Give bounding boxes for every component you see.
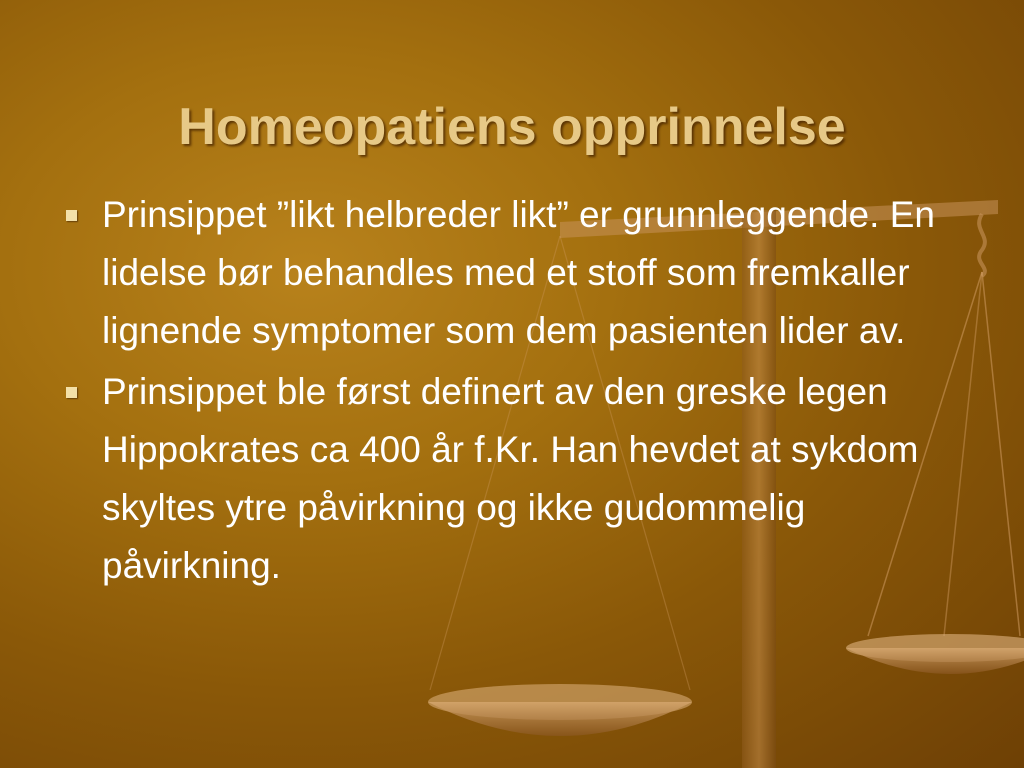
scale-hook-right (979, 214, 985, 276)
bullet-item (60, 186, 960, 360)
slide-title: Homeopatiens opprinnelse (178, 97, 846, 156)
square-bullet-icon (66, 387, 77, 398)
bullet-text: Prinsippet ble først definert av den greske legen Hippokrates ca 400 år f.Kr. Han hevdet at sykdom skyltes ytre påvirkning og ikke gudommelig påvirkning. (102, 371, 919, 586)
scale-string-right-2 (982, 272, 1020, 636)
square-bullet-icon (66, 210, 77, 221)
bullet-list (60, 186, 960, 598)
scale-pan-right (846, 648, 1024, 674)
scale-pan-left (428, 702, 692, 736)
bullet-item (60, 363, 960, 595)
bullet-text: Prinsippet ”likt helbreder likt” er grunnleggende. En lidelse bør behandles med et stoff som fremkaller lignende symptomer som dem pasienten lider av. (102, 194, 935, 351)
